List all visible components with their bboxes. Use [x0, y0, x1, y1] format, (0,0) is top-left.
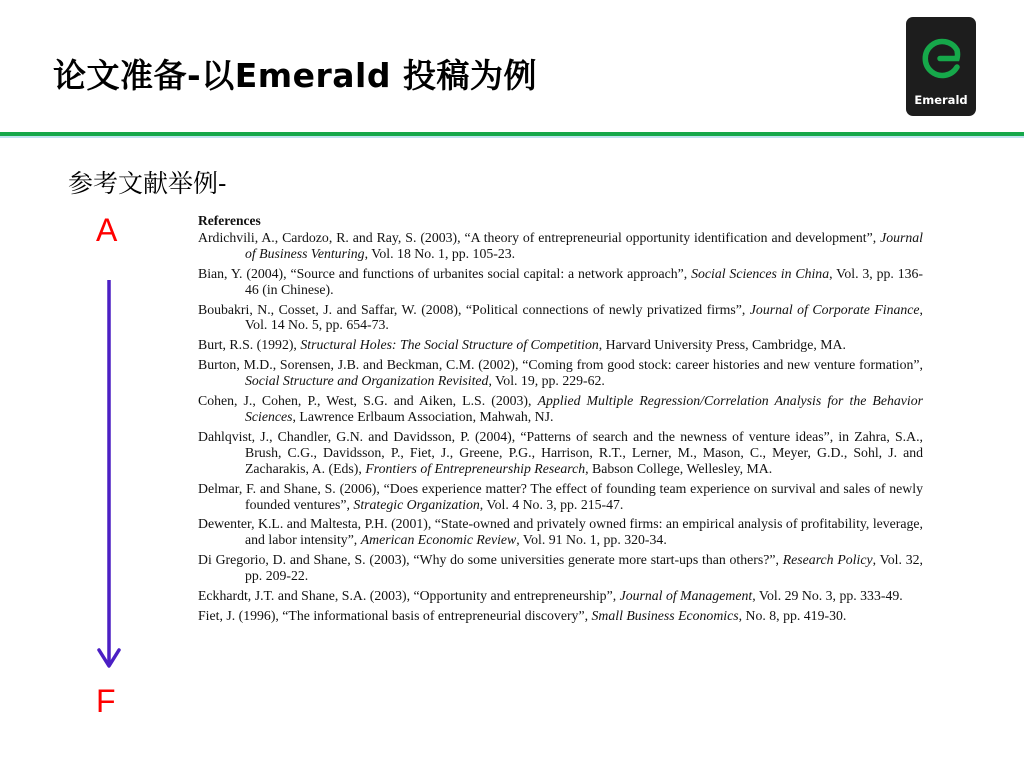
reference-item: Boubakri, N., Cosset, J. and Saffar, W. (2008), “Political connections of newly privatized firms”, Journal of Corporate Finance, Vol. 14 No. 5, pp. 654-73. [198, 301, 923, 333]
reference-item: Burt, R.S. (1992), Structural Holes: The Social Structure of Competition, Harvard University Press, Cambridge, MA. [198, 337, 846, 353]
logo-text: Emerald [914, 93, 968, 107]
header-divider-shadow [0, 136, 1024, 138]
reference-item: Cohen, J., Cohen, P., West, S.G. and Aiken, L.S. (2003), Applied Multiple Regression/Correlation Analysis for the Behavior Sciences, Lawrence Erlbaum Association, Mahwah, NJ. [198, 393, 923, 424]
references-heading: References [198, 213, 261, 228]
section-subtitle: 参考文献举例- [68, 169, 227, 198]
emerald-logo [906, 17, 976, 116]
reference-item: Ardichvili, A., Cardozo, R. and Ray, S. (2003), “A theory of entrepreneurial opportunity identification and development”, Journal of Business Venturing, Vol. 18 No. 1, pp. 105-23. [198, 229, 923, 261]
down-arrow-icon [96, 280, 124, 675]
reference-list [198, 213, 923, 628]
reference-item: Burton, M.D., Sorensen, J.B. and Beckman, C.M. (2002), “Coming from good stock: career histories and new venture formation”, Social Structure and Organization Revisited, Vol. 19, pp. 229-62. [198, 357, 923, 389]
reference-item: Bian, Y. (2004), “Source and functions of urbanites social capital: a network approach”, Social Sciences in China, Vol. 3, pp. 136-46 (in Chinese). [198, 265, 923, 297]
reference-item: Di Gregorio, D. and Shane, S. (2003), “Why do some universities generate more start-ups than others?”, Research Policy, Vol. 32, pp. 209-22. [198, 552, 923, 584]
slide-title: 论文准备-以Emerald 投稿为例 [53, 56, 537, 95]
marker-end: F [96, 683, 116, 719]
reference-item: Dewenter, K.L. and Maltesta, P.H. (2001), “State-owned and privately owned firms: an empirical analysis of profitability, leverage, and labor intensity”, American Economic Review, Vol. 91 No. 1, pp. 320-34. [198, 516, 923, 548]
reference-item: Eckhardt, J.T. and Shane, S.A. (2003), “Opportunity and entrepreneurship”, Journal of Management, Vol. 29 No. 3, pp. 333-49. [198, 588, 903, 604]
marker-start: A [96, 212, 118, 248]
reference-item: Dahlqvist, J., Chandler, G.N. and Davidsson, P. (2004), “Patterns of search and the newness of venture ideas”, in Zahra, S.A., Brush, C.G., Davidsson, P., Fiet, J., Greene, P.G., Harrison, R.T., Lerner, M., Mason, C., Meyer, G.D., Sohl, J. and Zacharakis, A. (Eds), Frontiers of Entrepreneurship Research, Babson College, Wellesley, MA. [198, 428, 923, 476]
reference-item: Fiet, J. (1996), “The informational basis of entrepreneurial discovery”, Small Business Economics, No. 8, pp. 419-30. [198, 607, 847, 623]
reference-item: Delmar, F. and Shane, S. (2006), “Does experience matter? The effect of founding team experience on survival and sales of newly founded ventures”, Strategic Organization, Vol. 4 No. 3, pp. 215-47. [198, 480, 923, 512]
